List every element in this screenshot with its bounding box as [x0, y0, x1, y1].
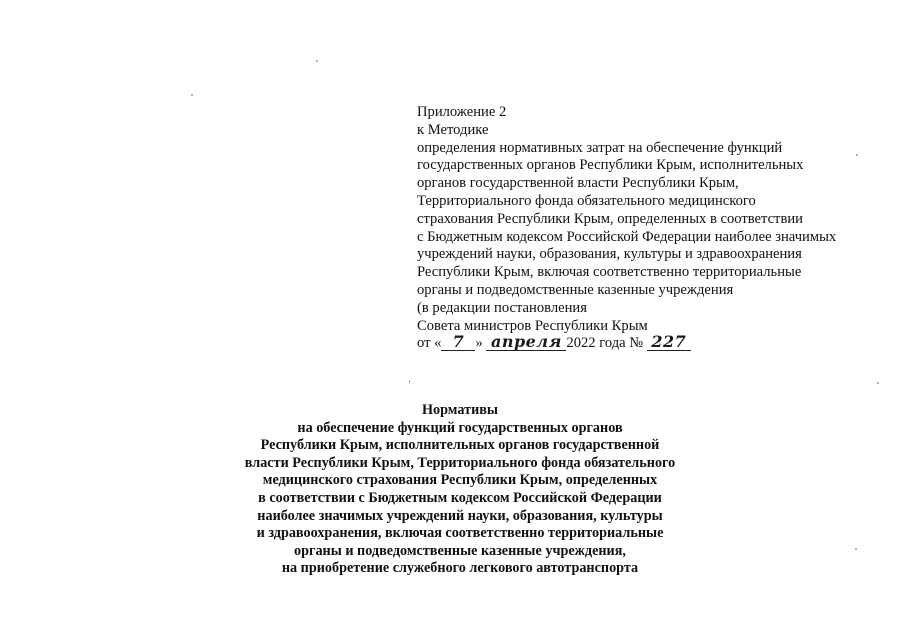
appendix-line: к Методике [417, 121, 489, 138]
resolution-date-line [417, 332, 887, 353]
handwritten-number: 227 [651, 332, 687, 352]
appendix-line: Приложение 2 [417, 104, 507, 120]
title-line: власти Республики Крым, Территориального фонда обязательного [244, 454, 676, 471]
document-heading: Нормативы [422, 402, 498, 418]
title-line: наиболее значимых учреждений науки, образования, культуры [257, 507, 663, 524]
appendix-line: с Бюджетным кодексом Российской Федерации наиболее значимых [417, 228, 837, 245]
appendix-line: (в редакции постановления [417, 299, 587, 316]
appendix-line: учреждений науки, образования, культуры и здравоохранения [417, 246, 802, 263]
scan-speck [191, 94, 193, 96]
scan-speck [409, 380, 410, 383]
title-line: органы и подведомственные казенные учреждения, [294, 542, 626, 559]
scan-speck [877, 382, 879, 384]
document-title-block [200, 402, 720, 578]
title-line: медицинского страхования Республики Крым, определенных [262, 472, 658, 489]
appendix-line: Территориального фонда обязательного медицинского [417, 192, 756, 209]
handwritten-day-field [441, 332, 475, 352]
title-line: в соответствии с Бюджетным кодексом Российской Федерации [258, 489, 662, 506]
title-line: и здравоохранения, включая соответственно территориальные [256, 525, 664, 542]
date-quote-close: » [475, 335, 483, 352]
appendix-line: Республики Крым, включая соответственно территориальные [417, 264, 802, 281]
appendix-line: Совета министров Республики Крым [417, 317, 648, 334]
title-line: на обеспечение функций государственных органов [297, 419, 623, 436]
handwritten-day: 7 [452, 332, 465, 352]
appendix-line: определения нормативных затрат на обеспечение функций [417, 139, 783, 156]
handwritten-number-field [647, 332, 691, 352]
appendix-line: органы и подведомственные казенные учреждения [417, 281, 734, 298]
appendix-block [417, 104, 887, 353]
appendix-line: органов государственной власти Республики Крым, [417, 175, 739, 192]
title-line: Республики Крым, исполнительных органов государственной [260, 437, 660, 454]
scan-speck [855, 548, 857, 550]
date-prefix: от « [417, 335, 442, 352]
handwritten-month-field [486, 332, 566, 352]
handwritten-month: апреля [490, 332, 562, 352]
scan-speck [856, 154, 858, 156]
scan-speck [316, 60, 318, 62]
appendix-line: страхования Республики Крым, определенных в соответствии [417, 210, 803, 227]
date-year-text: 2022 года № [566, 335, 644, 352]
title-line: на приобретение служебного легкового автотранспорта [281, 560, 639, 577]
appendix-line: государственных органов Республики Крым, исполнительных [417, 157, 804, 174]
